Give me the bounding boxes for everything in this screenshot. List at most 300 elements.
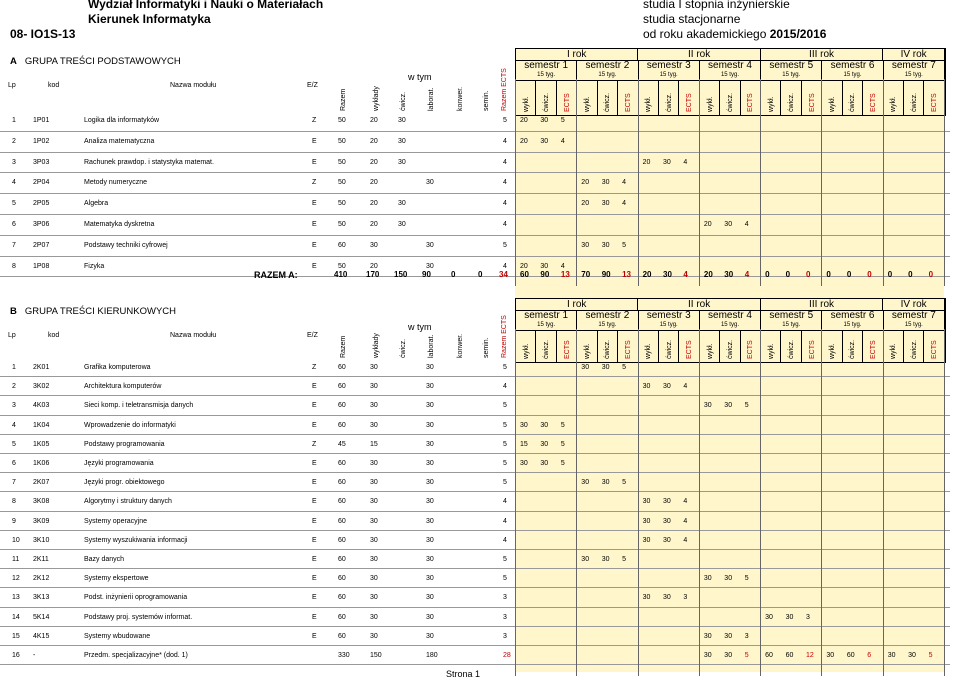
row-wyklady: 30 xyxy=(370,479,378,487)
razem-a-sem3-cwicz: 30 xyxy=(663,270,672,279)
row-ects: 3 xyxy=(503,613,507,621)
section_b-weeks-5: 15 tyg. xyxy=(761,321,822,330)
row-sem2-cwicz: 30 xyxy=(601,364,610,371)
row-nazwa: Matematyka dyskretna xyxy=(84,221,155,228)
section_a-sub-cwicz-6 xyxy=(843,80,863,115)
table-row xyxy=(0,572,960,586)
razem-a-label: RAZEM A: xyxy=(254,270,298,280)
section_a-semester-border xyxy=(883,79,884,286)
row-sem2-ects: 5 xyxy=(622,479,626,487)
row-sem1-ects: 5 xyxy=(560,440,565,448)
section_b-weeks-1: 15 tyg. xyxy=(516,321,577,330)
row-razem: 50 xyxy=(338,158,346,166)
row-ez: E xyxy=(312,536,317,544)
row-nazwa: Systemy ekspertowe xyxy=(84,575,149,583)
section_b-semester-2: semestr 2 xyxy=(577,310,638,321)
row-sem1-ects: 4 xyxy=(560,262,565,270)
section_b-sub-wykl-4 xyxy=(700,330,720,362)
row-ez: E xyxy=(312,221,317,228)
row-laborat: 30 xyxy=(426,262,434,270)
section_b-semester-border xyxy=(760,329,761,676)
row-kod: 3K13 xyxy=(33,594,50,602)
row-wyklady: 20 xyxy=(370,200,378,208)
row-sem5-wykl: 60 xyxy=(765,652,773,659)
section_a-h-razem-ects: Razem ECTS xyxy=(501,68,508,111)
section_b-sub-label: wykł. xyxy=(522,343,530,359)
section_a-sub-wykl-3 xyxy=(639,80,659,115)
row-sem2-ects: 5 xyxy=(622,556,626,563)
row-ez: E xyxy=(312,613,317,621)
section_a-sub-wykl-7 xyxy=(884,80,904,115)
row-nazwa: Fizyka xyxy=(84,262,105,270)
row-wyklady: 30 xyxy=(370,632,378,640)
table-row xyxy=(0,630,960,644)
row-kod: 2K11 xyxy=(33,556,49,563)
section_a-sub-label: wykł. xyxy=(890,96,898,112)
row-sem4-cwicz: 30 xyxy=(724,221,733,228)
razem-a-w: 170 xyxy=(366,270,380,279)
section_a-sub-label: ECTS xyxy=(624,93,632,112)
section_a-sub-cwicz-2 xyxy=(598,80,618,115)
section_b-sub-label: ćwicz. xyxy=(726,339,734,359)
section_b-sub-label: wykł. xyxy=(890,343,898,359)
row-ects: 4 xyxy=(503,536,507,544)
row-razem: 60 xyxy=(338,575,346,583)
academic-year xyxy=(643,27,826,41)
section_b-semester-border xyxy=(576,329,577,676)
row-divider xyxy=(0,511,950,512)
row-razem: 60 xyxy=(338,421,346,429)
section_b-sub-label: ćwicz. xyxy=(604,339,612,359)
row-wyklady: 150 xyxy=(370,652,382,659)
row-nazwa: Wprowadzenie do informatyki xyxy=(84,421,176,429)
row-sem1-wykl: 15 xyxy=(520,440,528,448)
section_b-sub-label: ćwicz. xyxy=(849,339,857,359)
row-laborat: 180 xyxy=(426,652,438,659)
section_a-h-ez: E/Z xyxy=(307,82,318,89)
row-razem: 60 xyxy=(338,460,346,467)
row-sem1-cwicz: 30 xyxy=(540,421,549,429)
row-razem: 60 xyxy=(338,364,346,371)
row-wyklady: 20 xyxy=(370,262,378,270)
row-sem3-wykl: 30 xyxy=(642,383,651,391)
section_b-weeks-6: 15 tyg. xyxy=(822,321,883,330)
section_b-semester-border xyxy=(944,329,945,676)
section_a-semester-5: semestr 5 xyxy=(761,60,822,71)
section_a-sub-ects-3 xyxy=(679,80,699,115)
row-divider xyxy=(0,549,950,550)
section_b-sub-cwicz-4 xyxy=(720,330,740,362)
row-sem4-wykl: 30 xyxy=(703,652,712,659)
section_a-h-semin: semin. xyxy=(483,90,490,111)
section_a-sub-label: ćwicz. xyxy=(910,92,918,112)
razem-a-sem5-ects: 0 xyxy=(806,270,811,279)
row-ects: 4 xyxy=(503,158,507,166)
section_b-semester-border xyxy=(515,329,516,676)
row-razem: 60 xyxy=(338,517,346,525)
row-sem3-wykl: 20 xyxy=(642,158,651,166)
razem-a-sem2-wykl: 70 xyxy=(581,270,591,279)
section_b-semester-border xyxy=(883,329,884,676)
row-sem5-wykl: 30 xyxy=(765,613,773,621)
row-kod: 2K07 xyxy=(33,479,50,487)
row-wyklady: 30 xyxy=(370,613,378,621)
section_b-semesters xyxy=(516,310,945,321)
row-sem3-ects: 4 xyxy=(683,158,688,166)
section_a-weeks-7: 15 tyg. xyxy=(884,71,945,80)
row-lp: 8 xyxy=(12,262,16,270)
section_a-semester-7: semestr 7 xyxy=(884,60,945,71)
row-sem3-ects: 4 xyxy=(683,517,688,525)
row-sem2-ects: 4 xyxy=(622,200,626,208)
row-nazwa: Analiza matematyczna xyxy=(84,137,155,145)
row-kod: 1P08 xyxy=(33,262,50,270)
section_b-h-razem-ects: Razem ECTS xyxy=(501,315,508,358)
row-sem3-ects: 4 xyxy=(683,536,688,544)
row-kod: 1P01 xyxy=(33,117,50,124)
row-sem6-wykl: 30 xyxy=(826,652,835,659)
section_b-h-lp: Lp xyxy=(8,332,16,339)
row-nazwa: Systemy wyszukiwania informacji xyxy=(84,536,188,544)
row-razem: 60 xyxy=(338,556,346,563)
row-razem: 50 xyxy=(338,179,346,187)
study-level: studia I stopnia inżynierskie xyxy=(643,0,790,11)
row-ez: E xyxy=(312,262,317,270)
page-footer: Strona 1 xyxy=(446,669,481,679)
row-lp: 16 xyxy=(12,652,20,659)
row-laborat: 30 xyxy=(426,421,434,429)
row-sem1-cwicz: 30 xyxy=(540,440,549,448)
row-divider xyxy=(0,214,950,215)
row-lp: 10 xyxy=(12,536,20,544)
row-nazwa: Języki programowania xyxy=(84,460,154,467)
row-lp: 7 xyxy=(12,479,16,487)
section_a-h-konwer: konwer. xyxy=(457,86,464,111)
row-kod: - xyxy=(33,652,36,659)
section_b-year-2: II rok xyxy=(638,299,760,310)
row-sem3-ects: 4 xyxy=(683,498,688,506)
section_a-sub-label: ćwicz. xyxy=(788,92,796,112)
row-lp: 15 xyxy=(12,632,20,640)
section_a-sub-label: wykł. xyxy=(767,96,775,112)
row-wyklady: 20 xyxy=(370,137,378,145)
section_a-sub-ects-2 xyxy=(618,80,638,115)
section_a-semesters xyxy=(516,60,945,71)
section_a-sub-label: ćwicz. xyxy=(665,92,673,112)
row-ects: 4 xyxy=(503,221,507,228)
section_b-weeks-3: 15 tyg. xyxy=(639,321,700,330)
row-wyklady: 30 xyxy=(370,575,378,583)
row-ez: E xyxy=(312,137,317,145)
table-row xyxy=(0,419,960,433)
razem-a-k: 0 xyxy=(451,270,456,279)
row-razem: 60 xyxy=(338,241,346,249)
row-laborat: 30 xyxy=(426,383,434,391)
row-laborat: 30 xyxy=(426,402,434,410)
row-divider xyxy=(0,131,950,132)
row-sem3-cwicz: 30 xyxy=(663,594,671,602)
section_b-sub-ects-7 xyxy=(924,330,944,362)
row-ects: 5 xyxy=(503,479,507,487)
section_b-sub-label: ECTS xyxy=(931,340,939,359)
faculty-title: Wydział Informatyki i Nauki o Materiałach xyxy=(88,0,324,11)
row-wyklady: 30 xyxy=(370,421,378,429)
row-sem2-wykl: 30 xyxy=(581,556,590,563)
row-divider xyxy=(0,587,950,588)
row-ects: 28 xyxy=(503,652,511,659)
row-ez: E xyxy=(312,556,317,563)
section_a-weeks-6: 15 tyg. xyxy=(822,71,883,80)
section_b-sub-cwicz-5 xyxy=(781,330,801,362)
section_a-weeks-2: 15 tyg. xyxy=(577,71,638,80)
section_b-sub-label: wykł. xyxy=(706,343,714,359)
section_b-semester-border xyxy=(699,329,700,676)
section_a-weeks-3: 15 tyg. xyxy=(639,71,700,80)
section_a-sub-cwicz-1 xyxy=(536,80,556,115)
row-nazwa: Metody numeryczne xyxy=(84,179,148,187)
razem-a-sem6-wykl: 0 xyxy=(826,270,831,279)
row-ez: E xyxy=(312,479,317,487)
row-lp: 4 xyxy=(12,421,16,429)
row-lp: 5 xyxy=(12,440,16,448)
row-sem3-cwicz: 30 xyxy=(663,158,671,166)
row-divider xyxy=(0,607,950,608)
row-ez: E xyxy=(312,200,317,208)
row-ez: E xyxy=(312,158,317,166)
section_a-sub-cwicz-7 xyxy=(904,80,924,115)
razem-a-ects: 34 xyxy=(499,270,508,279)
row-wyklady: 15 xyxy=(370,440,378,448)
row-kod: 3K09 xyxy=(33,517,50,525)
section_b-subheads xyxy=(516,330,945,362)
row-razem: 45 xyxy=(338,440,346,448)
row-cwicz: 30 xyxy=(398,137,406,145)
section_b-weeks-7: 15 tyg. xyxy=(884,321,945,330)
row-kod: 2P07 xyxy=(33,241,50,249)
section_a-sub-ects-1 xyxy=(557,80,577,115)
row-sem4-ects: 3 xyxy=(744,632,749,640)
section_b-weeks-2: 15 tyg. xyxy=(577,321,638,330)
section_a-sub-ects-4 xyxy=(741,80,761,115)
row-divider xyxy=(0,172,950,173)
row-divider xyxy=(0,664,950,665)
section_b-sub-cwicz-6 xyxy=(843,330,863,362)
section_a-sub-label: ćwicz. xyxy=(604,92,612,112)
section_b-sub-cwicz-7 xyxy=(904,330,924,362)
row-lp: 9 xyxy=(12,517,16,525)
row-kod: 1K06 xyxy=(33,460,50,467)
row-sem4-cwicz: 30 xyxy=(724,402,733,410)
row-laborat: 30 xyxy=(426,241,434,249)
row-ects: 5 xyxy=(503,460,507,467)
row-sem3-ects: 4 xyxy=(683,383,688,391)
row-sem1-cwicz: 30 xyxy=(540,262,549,270)
row-razem: 50 xyxy=(338,221,346,228)
row-sem5-cwicz: 60 xyxy=(785,652,794,659)
row-nazwa: Podstawy programowania xyxy=(84,440,165,448)
razem-a-sem3-wykl: 20 xyxy=(642,270,652,279)
section_b-title-text: GRUPA TREŚCI KIERUNKOWYCH xyxy=(24,306,177,317)
razem-a-sem2-cwicz: 90 xyxy=(601,270,611,279)
row-wyklady: 20 xyxy=(370,179,378,187)
row-divider xyxy=(0,235,950,236)
section_b-sub-wykl-5 xyxy=(761,330,781,362)
row-kod: 3K08 xyxy=(33,498,50,506)
section_a-semester-4: semestr 4 xyxy=(700,60,761,71)
section_b-sub-label: ECTS xyxy=(869,340,877,359)
row-ez: Z xyxy=(312,364,317,371)
razem-a-sem5-cwicz: 0 xyxy=(785,270,791,279)
razem-a-sem6-ects: 0 xyxy=(867,270,872,279)
razem-a-c: 150 xyxy=(394,270,408,279)
row-sem4-cwicz: 30 xyxy=(724,632,733,640)
section_b-sub-cwicz-1 xyxy=(536,330,556,362)
row-ez: E xyxy=(312,241,317,249)
section_a-sub-ects-5 xyxy=(802,80,822,115)
row-ects: 5 xyxy=(503,440,507,448)
row-nazwa: Systemy operacyjne xyxy=(84,517,148,525)
section_a-sub-cwicz-5 xyxy=(781,80,801,115)
section_a-h-kod: kod xyxy=(48,82,60,89)
row-sem1-wykl: 20 xyxy=(520,117,528,124)
row-ez: Z xyxy=(312,117,317,124)
row-nazwa: Bazy danych xyxy=(84,556,125,563)
row-nazwa: Podstawy proj. systemów informat. xyxy=(84,613,193,621)
section_a-sub-label: wykł. xyxy=(829,96,837,112)
section_b-sub-cwicz-3 xyxy=(659,330,679,362)
row-nazwa: Sieci komp. i teletransmisja danych xyxy=(84,402,194,410)
section_a-sub-label: wykł. xyxy=(522,96,530,112)
section_a-sub-label: wykł. xyxy=(706,96,714,112)
row-lp: 6 xyxy=(12,221,16,228)
row-sem2-wykl: 20 xyxy=(581,179,590,187)
section_a-title xyxy=(10,56,181,67)
table-row xyxy=(0,495,960,509)
row-lp: 4 xyxy=(12,179,16,187)
section_b-semester-border xyxy=(821,329,822,676)
row-sem1-ects: 5 xyxy=(560,460,565,467)
row-sem4-wykl: 30 xyxy=(703,575,712,583)
razem-a-sem4-ects: 4 xyxy=(744,270,750,279)
row-lp: 1 xyxy=(12,364,16,371)
table-row xyxy=(0,399,960,413)
row-sem1-cwicz: 30 xyxy=(540,137,549,145)
section_b-h-laborat: laborat. xyxy=(428,334,435,358)
row-ez: E xyxy=(312,421,317,429)
section_b-sub-label: ECTS xyxy=(563,340,571,359)
table-row xyxy=(0,534,960,548)
row-lp: 14 xyxy=(12,613,20,621)
razem-a-sem7-wykl: 0 xyxy=(887,270,893,279)
row-lp: 12 xyxy=(12,575,20,583)
row-sem1-ects: 5 xyxy=(560,421,565,429)
section_a-semester-6: semestr 6 xyxy=(822,60,883,71)
section_b-h-nazwa: Nazwa modułu xyxy=(170,332,217,339)
year-value: 2015/2016 xyxy=(769,27,827,41)
row-cwicz: 30 xyxy=(398,117,406,124)
row-lp: 2 xyxy=(12,137,16,145)
section_a-h-lp: Lp xyxy=(8,82,16,89)
section_a-h-wtym: w tym xyxy=(408,72,432,82)
section_a-sub-label: ECTS xyxy=(747,93,755,112)
row-sem2-wykl: 20 xyxy=(581,200,590,208)
row-razem: 60 xyxy=(338,594,346,602)
section_a-semester-border xyxy=(821,79,822,286)
row-wyklady: 20 xyxy=(370,221,378,228)
row-ects: 3 xyxy=(503,632,507,640)
row-sem1-wykl: 30 xyxy=(520,421,528,429)
row-cwicz: 30 xyxy=(398,158,406,166)
row-kod: 3K10 xyxy=(33,536,50,544)
row-ects: 4 xyxy=(503,200,507,208)
section_a-sub-wykl-2 xyxy=(577,80,597,115)
section_b-sub-label: wykł. xyxy=(583,343,591,359)
section_b-sub-ects-2 xyxy=(618,330,638,362)
section_b-title xyxy=(10,306,176,317)
section_b-semester-border xyxy=(638,329,639,676)
row-sem2-ects: 4 xyxy=(622,179,626,187)
row-nazwa: Podstawy techniki cyfrowej xyxy=(84,241,168,249)
section_a-h-wyklady: wykłady xyxy=(373,86,380,111)
row-sem3-cwicz: 30 xyxy=(663,383,671,391)
section_a-sub-cwicz-4 xyxy=(720,80,740,115)
row-sem4-ects: 5 xyxy=(744,652,749,659)
section_b-semester-6: semestr 6 xyxy=(822,310,883,321)
row-ez: E xyxy=(312,632,317,640)
row-ects: 5 xyxy=(503,402,507,410)
row-lp: 13 xyxy=(12,594,20,602)
razem-a-sem1-wykl: 60 xyxy=(520,270,529,279)
section_b-semester-4: semestr 4 xyxy=(700,310,761,321)
row-nazwa: Systemy wbudowane xyxy=(84,632,151,640)
row-wyklady: 30 xyxy=(370,517,378,525)
table-row xyxy=(0,649,960,663)
section_a-semester-border xyxy=(760,79,761,286)
section_a-sub-label: ćwicz. xyxy=(726,92,734,112)
row-laborat: 30 xyxy=(426,575,434,583)
section_b-sub-ects-4 xyxy=(741,330,761,362)
row-divider xyxy=(0,645,950,646)
row-kod: 5K14 xyxy=(33,613,50,621)
section_a-year-1: I rok xyxy=(516,49,638,60)
row-laborat: 30 xyxy=(426,498,434,506)
row-razem: 60 xyxy=(338,613,346,621)
row-cwicz: 30 xyxy=(398,200,406,208)
year-prefix: od roku akademickiego xyxy=(643,27,770,41)
section_a-weeks-1: 15 tyg. xyxy=(516,71,577,80)
row-divider xyxy=(0,152,950,153)
section_b-sub-ects-1 xyxy=(557,330,577,362)
row-lp: 7 xyxy=(12,241,16,249)
row-sem2-cwicz: 30 xyxy=(601,179,610,187)
row-ez: Z xyxy=(312,440,317,448)
section_a-semester-border xyxy=(515,79,516,286)
razem-a-sem6-cwicz: 0 xyxy=(846,270,852,279)
row-sem2-ects: 5 xyxy=(622,241,626,249)
row-sem3-wykl: 30 xyxy=(642,498,651,506)
row-ects: 5 xyxy=(503,241,507,249)
razem-a-sem1-ects: 13 xyxy=(560,270,570,279)
row-cwicz: 30 xyxy=(398,221,406,228)
row-sem5-cwicz: 30 xyxy=(785,613,794,621)
row-laborat: 30 xyxy=(426,179,434,187)
row-divider xyxy=(0,193,950,194)
section_b-h-cwicz: ćwicz. xyxy=(400,338,407,358)
table-row xyxy=(0,380,960,394)
row-wyklady: 30 xyxy=(370,594,378,602)
row-kod: 4K03 xyxy=(33,402,50,410)
section_a-letter: A xyxy=(10,56,17,67)
